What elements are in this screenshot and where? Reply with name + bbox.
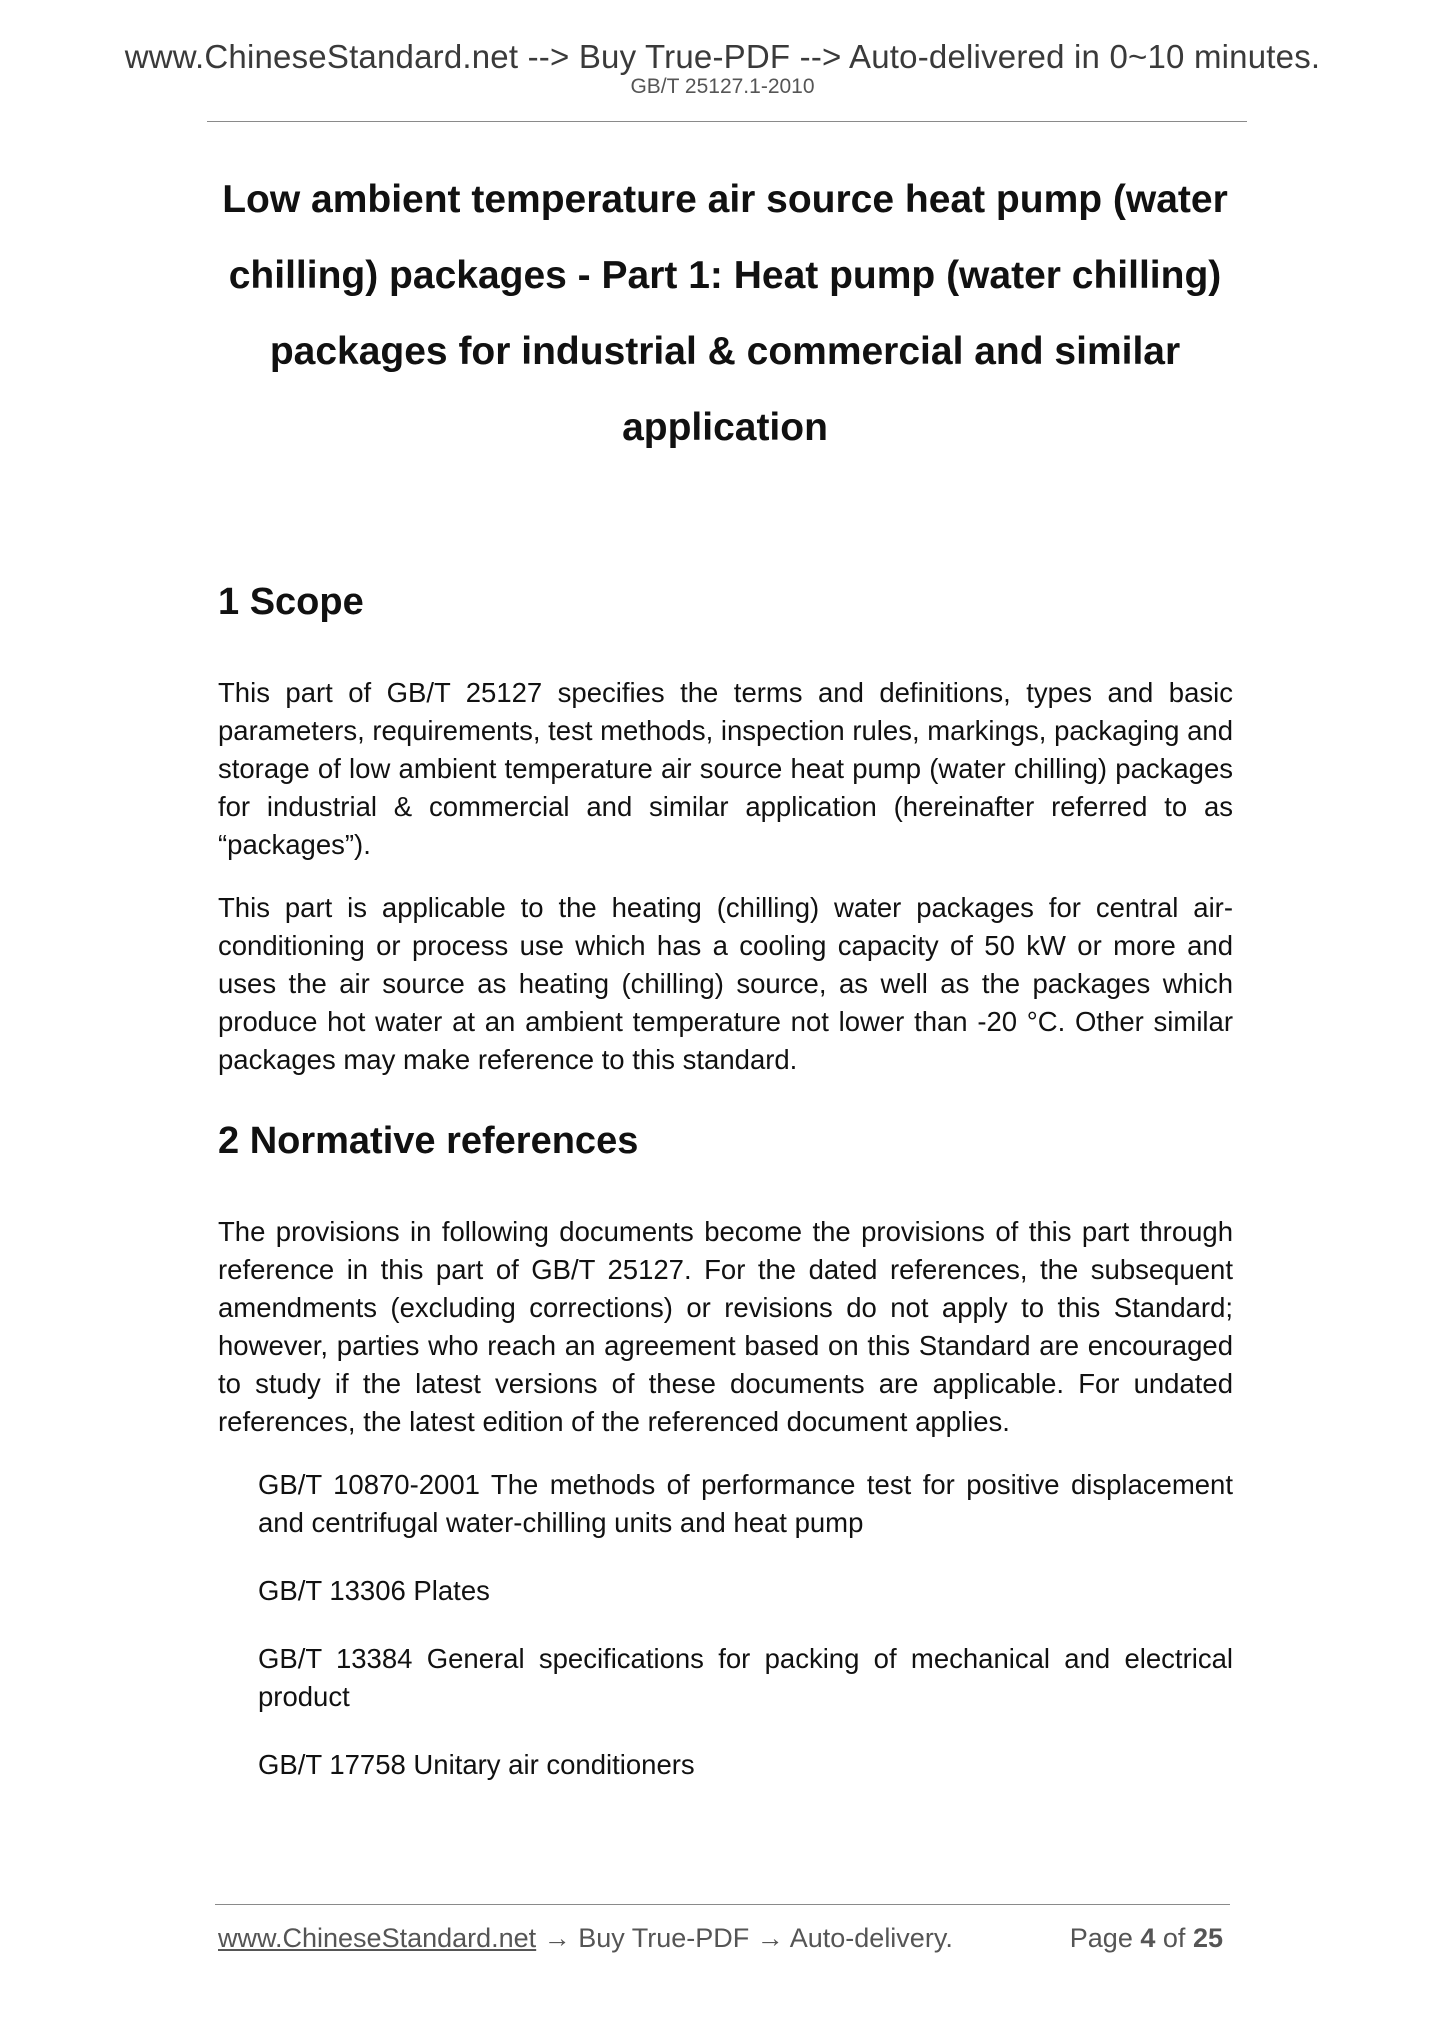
standard-code: GB/T 25127.1-2010 (630, 75, 815, 98)
reference-list (218, 1466, 1233, 1784)
footer-promo (218, 1921, 953, 1955)
reference-item: GB/T 13384 General specifications for packing of mechanical and electrical product (258, 1643, 1233, 1712)
scope-paragraph-2: This part is applicable to the heating (chilling) water packages for central air-conditioning or process use which has a cooling capacity of 50 kW or more and uses the air source as heating (chilling) source, as well as the packages which produce hot water at an ambient temperature not lower than -20 °C. Other similar packages may make reference to this standard. (218, 892, 1233, 1075)
reference-item: GB/T 10870-2001 The methods of performance test for positive displacement and centrifugal water-chilling units and heat pump (258, 1469, 1233, 1538)
normative-references-heading: 2 Normative references (218, 1120, 639, 1162)
page-indicator (1070, 1921, 1223, 1955)
document-title (200, 162, 1250, 466)
scope-paragraph-1: This part of GB/T 25127 specifies the terms and definitions, types and basic parameters, requirements, test methods, inspection rules, markings, packaging and storage of low ambient temperature air source heat pump (water chilling) packages for industrial & commercial and similar application (hereinafter referred to as “packages”). (218, 677, 1233, 860)
normative-references-intro: The provisions in following documents become the provisions of this part through reference in this part of GB/T 25127. For the dated references, the subsequent amendments (excluding corrections) or revisions do not apply to this Standard; however, parties who reach an agreement based on this Standard are encouraged to study if the latest versions of these documents are applicable. For undated references, the latest edition of the referenced document applies. (218, 1216, 1233, 1437)
page-label: Page (1069, 1923, 1133, 1953)
footer-site-link[interactable]: www.ChineseStandard.net (218, 1923, 537, 1953)
reference-item: GB/T 17758 Unitary air conditioners (258, 1749, 695, 1780)
footer-divider (215, 1904, 1230, 1905)
title-line-2: chilling) packages - Part 1: Heat pump (water chilling) (228, 254, 1222, 297)
footer-tagline: → Buy True-PDF → Auto-delivery. (536, 1923, 953, 1953)
header-banner: www.ChineseStandard.net --> Buy True-PDF --> Auto-delivered in 0~10 minutes. (124, 38, 1321, 75)
header-divider (207, 121, 1247, 122)
scope-heading: 1 Scope (218, 581, 364, 623)
total-pages: 25 (1192, 1923, 1223, 1953)
title-line-1: Low ambient temperature air source heat pump (water (222, 178, 1228, 221)
reference-item: GB/T 13306 Plates (258, 1575, 490, 1606)
page-number: 4 (1140, 1923, 1156, 1953)
title-line-3: packages for industrial & commercial and similar (269, 330, 1181, 373)
of-label: of (1162, 1923, 1186, 1953)
title-line-4: application (622, 406, 828, 449)
document-body (218, 580, 1233, 1814)
